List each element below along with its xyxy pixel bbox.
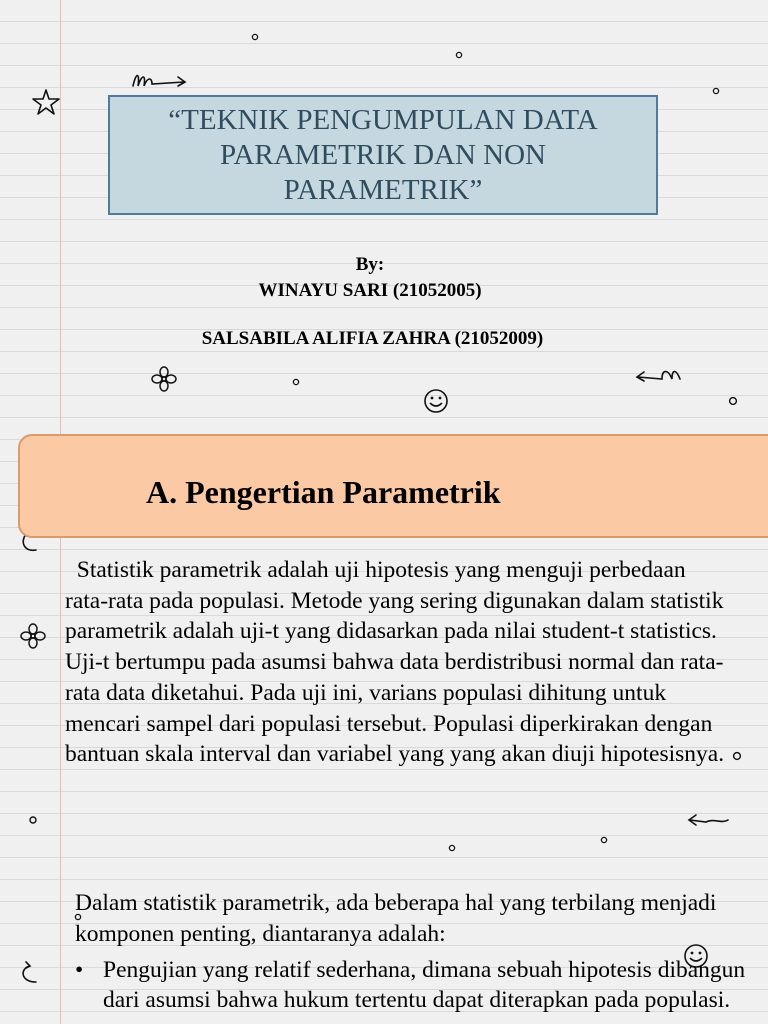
body-paragraph: Dalam statistik parametrik, ada beberapa hal yang terbilang menjadi komponen penting, diantaranya adalah: <box>75 890 717 947</box>
star-doodle-icon <box>31 88 61 116</box>
arrow-doodle-icon <box>130 70 190 92</box>
arrow-doodle-icon <box>632 365 684 387</box>
bullet-dot-icon: • <box>75 957 84 983</box>
title-box <box>108 95 658 215</box>
circle-dot-icon <box>448 844 456 852</box>
circle-dot-icon <box>728 396 738 406</box>
byline-label: By: <box>355 254 385 275</box>
section-heading: A. Pengertian Parametrik <box>146 474 501 510</box>
list-item <box>75 955 755 1015</box>
list-item-text: Pengujian yang relatif sederhana, dimana sebuah hipotesis dibangun dari asumsi bahwa hukum tertentu dapat diterapkan pada populasi. <box>103 957 746 1013</box>
flower-doodle-icon <box>150 365 178 393</box>
circle-dot-icon <box>28 815 38 825</box>
circle-dot-icon <box>712 87 720 95</box>
section-heading-box <box>18 434 768 538</box>
smiley-doodle-icon <box>422 387 450 415</box>
arrow-doodle-icon <box>684 810 732 830</box>
circle-dot-icon <box>600 836 608 844</box>
flower-doodle-icon <box>19 622 47 650</box>
circle-dot-icon <box>732 751 742 761</box>
author-name: WINAYU SARI (21052005) <box>258 280 482 301</box>
byline <box>0 252 740 304</box>
bullet-list <box>75 955 755 1015</box>
body-paragraph: Statistik parametrik adalah uji hipotesis yang menguji perbedaan rata-rata pada populasi. Metode yang sering digunakan dalam statistik parametrik adalah uji-t yang didasarkan pada nilai student-t statistics. Uji-t bertumpu pada asumsi bahwa data berdistribusi normal dan rata-rata data diketahui. Pada uji ini, varians populasi dihitung untuk mencari sampel dari populasi tersebut. Populasi diperkirakan dengan bantuan skala interval dan variabel yang yang akan diuji hipotesisnya. <box>65 557 725 768</box>
page-title: “TEKNIK PENGUMPULAN DATA PARAMETRIK DAN NON PARAMETRIK” <box>168 103 598 206</box>
circle-dot-icon <box>292 378 300 386</box>
circle-dot-icon <box>455 51 463 59</box>
circle-dot-icon <box>251 33 259 41</box>
author-name: SALSABILA ALIFIA ZAHRA (21052009) <box>201 328 544 349</box>
curl-arrow-doodle-icon <box>16 958 42 988</box>
